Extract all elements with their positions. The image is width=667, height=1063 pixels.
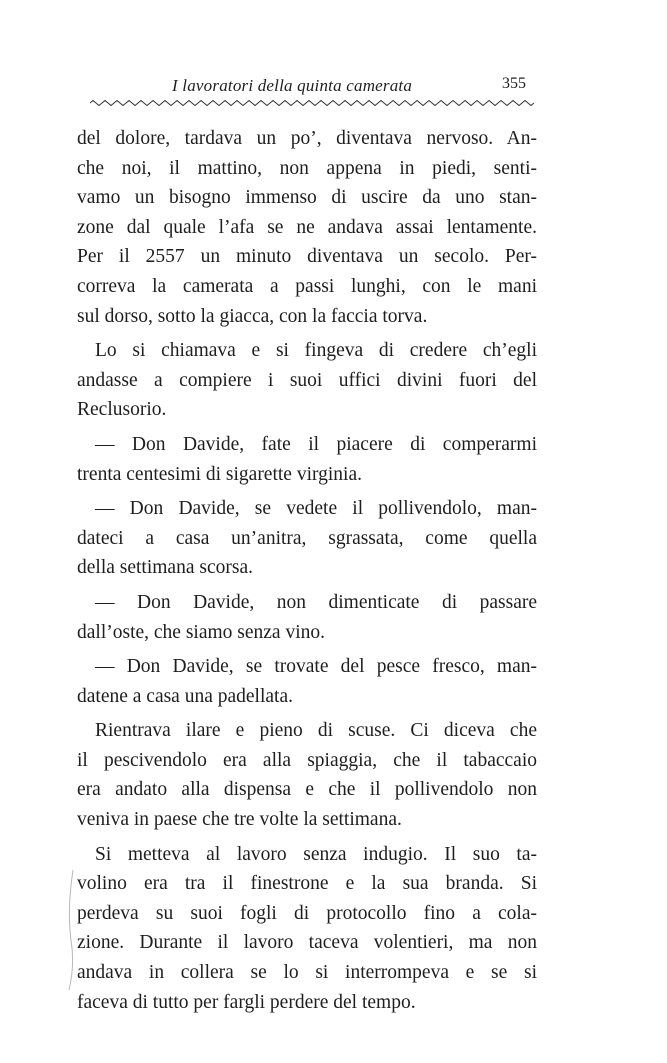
margin-pencil-mark [63,870,77,990]
text-line: faceva di tutto per fargli perdere del tempo. [77,991,416,1013]
text-line: sul dorso, sotto la giacca, con la faccia torva. [77,305,428,327]
paragraph [77,124,537,331]
text-line: Rientrava ilare e pieno di scuse. Ci diceva che [95,720,537,742]
text-line: — Don Davide, fate il piacere di comperarmi [95,433,537,455]
text-line: trenta centesimi di sigarette virginia. [77,463,363,485]
paragraph [77,840,537,1018]
paragraph [77,652,537,711]
running-title: I lavoratori della quinta camerata [172,76,413,95]
text-line: zone dal quale l’afa se ne andava assai lentamente. [77,216,537,238]
text-line: datene a casa una padellata. [77,685,293,707]
text-line: del dolore, tardava un po’, diventava nervoso. An- [77,128,537,149]
text-line: che noi, il mattino, non appena in piedi, senti- [77,157,537,179]
text-line: — Don Davide, non dimenticate di passare [95,591,537,613]
paragraph [77,336,537,425]
text-line: andasse a compiere i suoi uffici divini fuori del [77,369,537,391]
text-line: veniva in paese che tre volte la settimana. [77,809,402,831]
text-line: zione. Durante il lavoro taceva volentieri, ma non [77,932,537,954]
text-line: dateci a casa un’anitra, sgrassata, come quella [77,527,537,549]
text-line: volino era tra il finestrone e la sua branda. Si [77,873,537,895]
text-line: vamo un bisogno immenso di uscire da uno stan- [77,187,537,209]
text-line: Per il 2557 un minuto diventava un secolo. Per- [77,246,537,268]
text-line: della settimana scorsa. [77,557,253,579]
text-line: Lo si chiamava e si fingeva di credere ch’egli [95,340,537,362]
paragraph [77,588,537,647]
body-text [77,124,537,1017]
wavy-rule-decoration [90,100,534,106]
text-line: correva la camerata a passi lunghi, con le mani [77,275,537,297]
paragraph [77,716,537,834]
text-line: — Don Davide, se trovate del pesce fresco, man- [95,656,537,678]
text-line: il pescivendolo era alla spiaggia, che il tabaccaio [77,749,537,771]
text-line: — Don Davide, se vedete il pollivendolo, man- [95,498,537,520]
text-line: Reclusorio. [77,399,167,421]
text-line: andava in collera se lo si interrompeva e se si [77,962,537,984]
page-number: 355 [502,75,526,92]
text-line: dall’oste, che siamo senza vino. [77,621,326,643]
page-header [76,70,542,104]
text-line: Si metteva al lavoro senza indugio. Il suo ta- [95,843,537,865]
text-line: perdeva su suoi fogli di protocollo fino a cola- [77,902,537,924]
text-line: era andato alla dispensa e che il pollivendolo non [77,779,537,801]
paragraph [77,494,537,583]
paragraph [77,430,537,489]
